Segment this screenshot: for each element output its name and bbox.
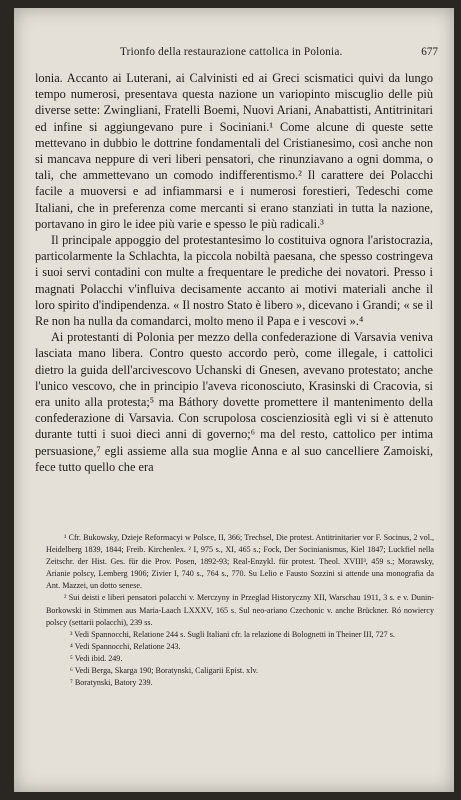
footnote-2: ² Sui deisti e liberi pensatori polacchi v. Merczyny in Przeglad Historyczny XII, Warschau 1911, 3 s. e v. Dunin-Borkowski in Stimmen aus Maria-Laach LXXXV, 165 s. Sul neo-ariano Czechonic v. anche Brückner. Ró nowiercy polscy (settarii polacchi), 239 ss.: [46, 593, 434, 627]
paragraph-1: lonia. Accanto ai Luterani, ai Calvinisti ed ai Greci scismatici quivi da lungo tempo numerosi, presentava questa nazione un variopinto miscuglio delle più diverse sette: Zwingliani, Fratelli Boemi, Nuovi Ariani, Anabattisti, Antitrinitari ed infine si aggiungevano pure i Sociniani.¹ Come alcune di queste sette mettevano in dubbio le dottrine fondamentali del Cristianesimo, così anche non si mancava neppure di veri liberi pensatori, che rinunziavano a ogni domma, o tali, che ammettevano un comodo indifferentismo.² Il carattere dei Polacchi facile a muoversi e ad infiammarsi e i numerosi forestieri, Tedeschi come Italiani, che in preferenza come mercanti si erano stanziati in tutta la nazione, portavano in giro le idee più varie e spesso le più radicali.³: [35, 71, 433, 231]
paragraph-3: Ai protestanti di Polonia per mezzo della confederazione di Varsavia veniva lasciata mano libera. Contro questo accordo però, come illegale, i cattolici dietro la guida dell'arcivescovo Uchanski di Gnesen, avevano protestato; anche l'unico vescovo, che in principio l'aveva riconosciuto, Krasinski di Cracovia, si era unito alla protesta;⁵ ma Báthory dovette promettere il mantenimento della confederazione di Varsavia. Con scrupolosa coscienziosità egli vi si è attenuto durante tutti i suoi dieci anni di governo;⁶ ma del resto, cattolico per intima persuasione,⁷ egli assieme alla sua moglie Anna e al suo cancelliere Zamoiski, fece tutto quello che era: [35, 330, 433, 474]
footnote-5: ⁵ Vedi ibid. 249.: [70, 653, 123, 663]
page-number: 677: [421, 46, 438, 58]
footnote-1: ¹ Cfr. Bukowsky, Dzieje Reformacyi w Polsce, II, 366; Trechsel, Die protest. Antitrinitarier vor F. Socinus, 2 vol., Heidelberg 1839, 1844; Freib. Kirchenlex. ² I, 975 s., XI, 465 s.; Fock, Der Socinianismus, Kiel 1847; Luckfiel nella Zeitschr. der Hist. Ges. für die Prov. Posen, 1892-93; Real-Enzykl. für protest. Theol. XVIII³, 459 s.; Morawsky, Arianie polscy, Lemberg 1906; Zivier I, 740 s., 764 s., 770. Su Lelio e Fausto Sozzini si attende una monografia da Ant. Mazzei, un dotto senese.: [46, 533, 434, 591]
footnote-3: ³ Vedi Spannocchi, Relatione 244 s. Sugli Italiani cfr. la relazione di Bolognetti in Theiner III, 727 s.: [70, 629, 395, 639]
paragraph-2: Il principale appoggio del protestantesimo lo costituiva ognora l'aristocrazia, particolarmente la Schlachta, la piccola nobiltà paesana, che spesso costringeva i suoi servi contadini con multe a frequentare le prediche dei novatori. Presso i magnati Polacchi v'influiva decisamente accanto ai motivi materiali anche il loro spirito d'indipendenza. « Il nostro Stato è libero », dicevano i Grandi; « se il Re non ha nulla da comandarci, molto meno il Papa e i vescovi ».⁴: [35, 233, 433, 329]
footnote-7: ⁷ Boratynski, Batory 239.: [70, 678, 153, 688]
book-page: [14, 8, 454, 792]
running-title: Trionfo della restaurazione cattolica in Polonia.: [120, 46, 343, 58]
running-header: [32, 46, 440, 64]
main-text: [35, 70, 433, 475]
footnote-4: ⁴ Vedi Spannocchi, Relatione 243.: [70, 641, 181, 651]
footnotes: [46, 532, 434, 689]
footnote-6: ⁶ Vedi Berga, Skarga 190; Boratynski, Caligarii Epist. xlv.: [70, 666, 258, 676]
